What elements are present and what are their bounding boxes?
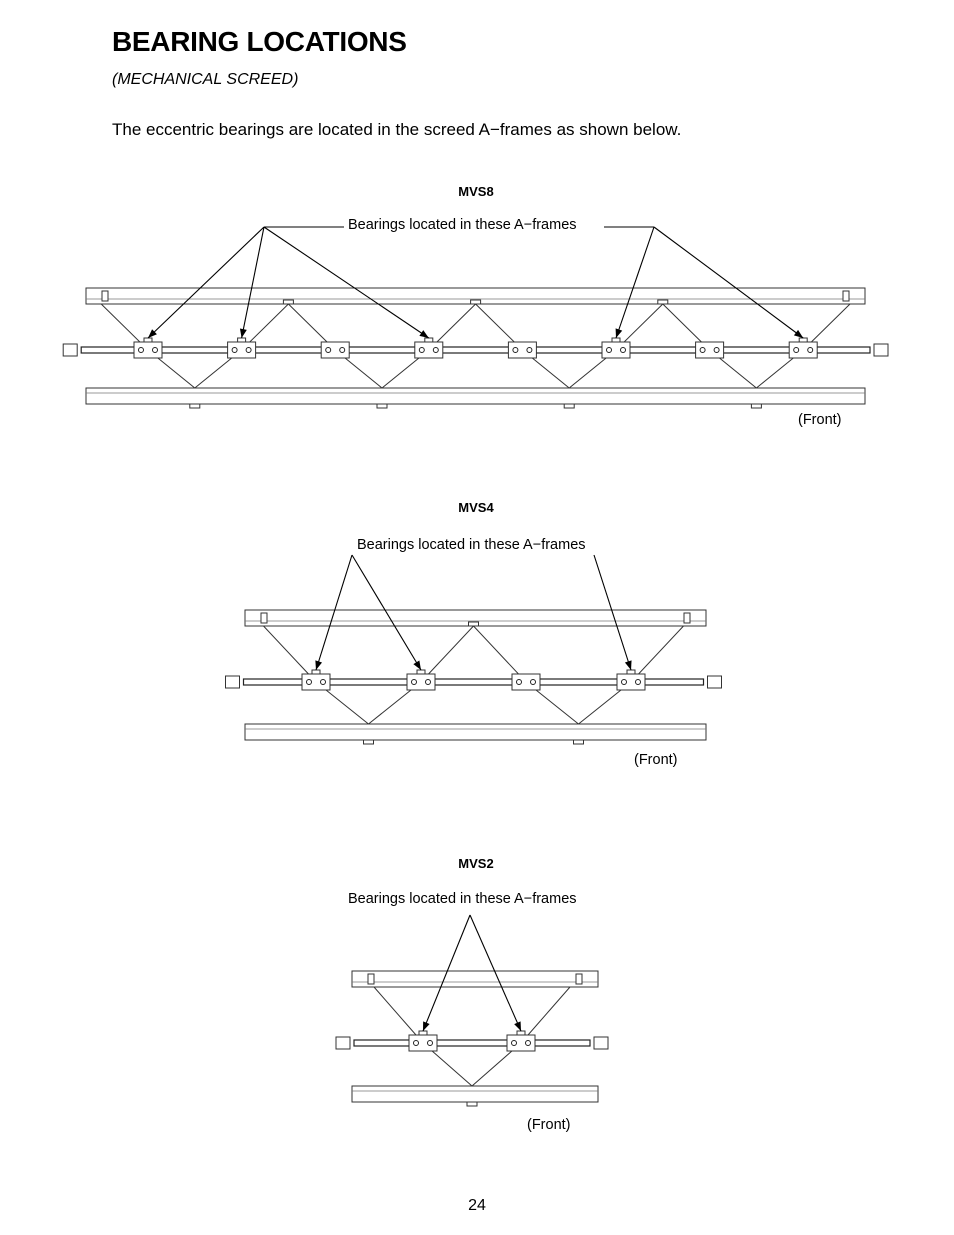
callout-arrowhead [794,330,803,338]
callout-arrowhead [616,328,623,338]
bolt-hole [153,348,158,353]
apex-bracket [471,300,481,304]
shaft-coupler-left [63,344,77,356]
front-label-mvs2: (Front) [527,1117,571,1133]
intro-text: The eccentric bearings are located in the screed A−frames as shown below. [112,120,682,139]
bolt-hole [513,348,518,353]
apex-bracket [751,404,761,408]
model-label-mvs4: MVS4 [458,500,494,515]
bolt-hole [636,680,641,685]
bolt-hole [607,348,612,353]
apex-bracket [658,300,668,304]
bolt-hole [412,680,417,685]
end-post [368,974,374,984]
callout-mvs8: Bearings located in these A−frames [348,217,577,233]
diagram-mvs2 [336,915,608,1106]
bolt-hole [517,680,522,685]
bearing-marker [799,338,807,342]
end-post [843,291,849,301]
callout-arrowhead [315,660,322,670]
bearing-marker [612,338,620,342]
apex-bracket [364,740,374,744]
shaft-coupler-left [336,1037,350,1049]
callout-mvs2: Bearings located in these A−frames [348,891,577,907]
eccentric-shaft [81,347,870,353]
bolt-hole [526,1041,531,1046]
diagram-mvs8 [63,227,888,408]
apex-bracket [467,1102,477,1106]
front-label-mvs4: (Front) [634,752,678,768]
apex-bracket [190,404,200,408]
top-rail [352,971,598,987]
bottom-rail [86,388,865,404]
callout-arrowhead [514,1021,521,1031]
page-subtitle: (MECHANICAL SCREED) [112,71,299,88]
callout-arrowhead [625,660,632,670]
end-post [684,613,690,623]
model-label-mvs2: MVS2 [458,856,494,871]
shaft-coupler-right [874,344,888,356]
bearing-marker [144,338,152,342]
page-title: BEARING LOCATIONS [112,26,407,57]
shaft-coupler-right [708,676,722,688]
callout-arrowhead [413,660,421,670]
bearing-marker [425,338,433,342]
bearing-marker [238,338,246,342]
callout-leader [242,227,264,338]
bolt-hole [419,348,424,353]
bolt-hole [531,680,536,685]
apex-bracket [283,300,293,304]
bolt-hole [808,348,813,353]
callout-leader [148,227,264,338]
bearing-marker [312,670,320,674]
bottom-rail [245,724,706,740]
callout-leader [616,227,654,338]
bearing-marker [517,1031,525,1035]
shaft-coupler-right [594,1037,608,1049]
callout-arrowhead [419,330,428,338]
eccentric-shaft [354,1040,590,1046]
callout-leader [264,227,429,338]
bolt-hole [426,680,431,685]
bearing-marker [627,670,635,674]
bolt-hole [428,1041,433,1046]
apex-bracket [377,404,387,408]
bolt-hole [139,348,144,353]
bolt-hole [414,1041,419,1046]
callout-arrowhead [240,328,247,338]
bolt-hole [794,348,799,353]
bearing-marker [419,1031,427,1035]
apex-bracket [574,740,584,744]
shaft-coupler-left [226,676,240,688]
bolt-hole [622,680,627,685]
callout-arrowhead [423,1021,430,1031]
model-label-mvs8: MVS8 [458,184,494,199]
bolt-hole [246,348,251,353]
bolt-hole [232,348,237,353]
page-number: 24 [468,1197,486,1214]
front-label-mvs8: (Front) [798,412,842,428]
bolt-hole [621,348,626,353]
callout-leader [654,227,803,338]
bolt-hole [714,348,719,353]
bolt-hole [326,348,331,353]
callout-mvs4: Bearings located in these A−frames [357,537,586,553]
bolt-hole [307,680,312,685]
bolt-hole [512,1041,517,1046]
bolt-hole [340,348,345,353]
bottom-rail [352,1086,598,1102]
apex-bracket [564,404,574,408]
bolt-hole [321,680,326,685]
bolt-hole [700,348,705,353]
bearing-marker [417,670,425,674]
end-post [261,613,267,623]
apex-bracket [469,622,479,626]
bolt-hole [527,348,532,353]
end-post [102,291,108,301]
bolt-hole [433,348,438,353]
diagram-mvs4 [226,555,722,744]
end-post [576,974,582,984]
